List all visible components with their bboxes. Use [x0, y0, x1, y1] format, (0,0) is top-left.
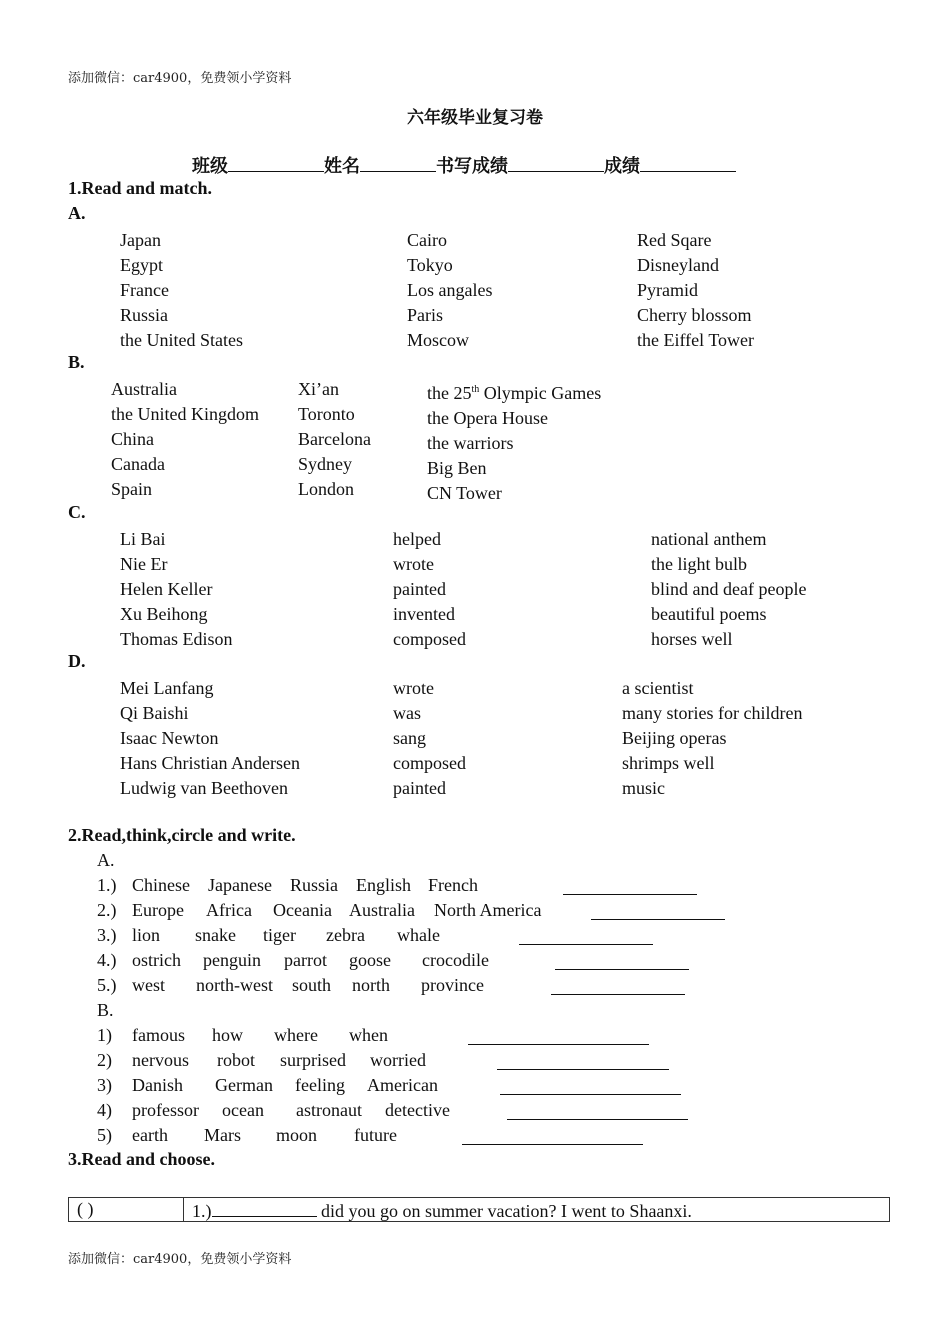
score-blank[interactable]: [640, 153, 736, 172]
section2-a-num-1: 1.): [97, 875, 117, 895]
section2-b-num-2: 2): [97, 1050, 112, 1070]
section1-a-countries: [120, 228, 243, 353]
list-item: Tokyo: [407, 255, 453, 275]
section1-d-people: [120, 676, 300, 801]
list-item: Beijing operas: [622, 728, 727, 748]
word-option[interactable]: earth: [132, 1125, 168, 1145]
word-option[interactable]: lion: [132, 925, 161, 945]
word-option[interactable]: robot: [217, 1050, 255, 1070]
section2-heading: 2.Read,think,circle and write.: [68, 825, 296, 845]
list-item: helped: [393, 529, 441, 549]
word-option[interactable]: Australia: [349, 900, 415, 920]
word-option[interactable]: English: [356, 875, 412, 895]
list-item: many stories for children: [622, 703, 803, 723]
answer-blank[interactable]: [519, 926, 653, 945]
list-item: the warriors: [427, 433, 514, 453]
section1-a-cities: [407, 228, 492, 353]
answer-blank[interactable]: [555, 951, 689, 970]
list-item: Qi Baishi: [120, 703, 189, 723]
section1-c-people: [120, 527, 233, 652]
word-option[interactable]: feeling: [295, 1075, 345, 1095]
name-blank[interactable]: [360, 153, 436, 172]
word-option[interactable]: parrot: [284, 950, 327, 970]
header-note: 添加微信：car4900，免费领小学资料: [68, 71, 292, 86]
word-option[interactable]: surprised: [280, 1050, 346, 1070]
list-item: Canada: [111, 454, 165, 474]
list-item: Xi’an: [298, 379, 339, 399]
list-item: composed: [393, 753, 466, 773]
list-item: Nie Er: [120, 554, 168, 574]
list-item: was: [393, 703, 421, 723]
word-option[interactable]: Africa: [206, 900, 252, 920]
word-option[interactable]: German: [215, 1075, 273, 1095]
section3-heading: 3.Read and choose.: [68, 1149, 216, 1169]
word-option[interactable]: Danish: [132, 1075, 183, 1095]
list-item: France: [120, 280, 169, 300]
footer-note: 添加微信：car4900，免费领小学资料: [68, 1252, 292, 1267]
list-item: London: [298, 479, 354, 499]
word-option[interactable]: north: [352, 975, 390, 995]
question-body: did you go on summer vacation? I went to Shaanxi.: [316, 1201, 692, 1221]
word-option[interactable]: snake: [195, 925, 236, 945]
list-item: the 25th Olympic Games: [427, 383, 602, 403]
word-option[interactable]: nervous: [132, 1050, 189, 1070]
answer-blank[interactable]: [468, 1026, 649, 1045]
word-option[interactable]: ocean: [222, 1100, 264, 1120]
word-option[interactable]: Europe: [132, 900, 184, 920]
section2-b-num-3: 3): [97, 1075, 112, 1095]
section2-a-label: A.: [97, 850, 115, 870]
word-option[interactable]: south: [292, 975, 332, 995]
list-item: shrimps well: [622, 753, 715, 773]
list-item: beautiful poems: [651, 604, 767, 624]
list-item: CN Tower: [427, 483, 502, 503]
word-option[interactable]: famous: [132, 1025, 185, 1045]
word-option[interactable]: where: [274, 1025, 318, 1045]
ordinal-suffix: th: [471, 384, 480, 395]
list-item: the United States: [120, 330, 243, 350]
list-item: Isaac Newton: [120, 728, 219, 748]
answer-blank[interactable]: [591, 901, 725, 920]
section1-a-label: A.: [68, 203, 86, 223]
answer-blank[interactable]: [497, 1051, 669, 1070]
section2-b-num-4: 4): [97, 1100, 112, 1120]
list-item: Los angales: [407, 280, 493, 300]
word-option[interactable]: Chinese: [132, 875, 190, 895]
word-option[interactable]: Mars: [204, 1125, 241, 1145]
list-item: horses well: [651, 629, 733, 649]
list-item: Hans Christian Andersen: [120, 753, 300, 773]
section2-a-num-5: 5.): [97, 975, 117, 995]
answer-blank[interactable]: [212, 1199, 317, 1217]
section2-b-label: B.: [97, 1000, 114, 1020]
section2-a-num-2: 2.): [97, 900, 117, 920]
list-item: wrote: [393, 678, 434, 698]
word-option[interactable]: professor: [132, 1100, 199, 1120]
section1-c-verbs: [393, 527, 466, 652]
page-title: 六年级毕业复习卷: [407, 108, 543, 128]
question-row: [68, 1197, 890, 1222]
section2-b-num-5: 5): [97, 1125, 112, 1145]
section1-a-landmarks: [637, 228, 754, 353]
list-item: blind and deaf people: [651, 579, 807, 599]
section1-b-landmarks: [427, 377, 601, 506]
score-label: 成绩: [604, 156, 640, 177]
list-item: the Opera House: [427, 408, 548, 428]
question-number: 1.): [192, 1201, 212, 1221]
word-option[interactable]: penguin: [203, 950, 261, 970]
word-option[interactable]: tiger: [263, 925, 296, 945]
list-item: Disneyland: [637, 255, 719, 275]
section1-d-label: D.: [68, 651, 86, 671]
section1-b-cities: [298, 377, 371, 502]
section1-c-label: C.: [68, 502, 86, 522]
word-option[interactable]: Russia: [290, 875, 339, 895]
list-item: Paris: [407, 305, 443, 325]
word-option[interactable]: Japanese: [208, 875, 272, 895]
answer-parentheses: ( ): [77, 1199, 94, 1219]
list-item: Ludwig van Beethoven: [120, 778, 288, 798]
section2-a-num-4: 4.): [97, 950, 117, 970]
word-option[interactable]: American: [367, 1075, 438, 1095]
list-item: the Eiffel Tower: [637, 330, 755, 350]
word-option[interactable]: goose: [349, 950, 391, 970]
class-label: 班级: [192, 156, 228, 177]
section1-d-verbs: [393, 676, 466, 801]
list-item: wrote: [393, 554, 434, 574]
list-item: Australia: [111, 379, 177, 399]
class-blank[interactable]: [228, 153, 324, 172]
list-item: Pyramid: [637, 280, 698, 300]
list-item: national anthem: [651, 529, 767, 549]
section2-a-num-3: 3.): [97, 925, 117, 945]
list-item: Cherry blossom: [637, 305, 752, 325]
name-label: 姓名: [324, 156, 360, 177]
student-info-line: [192, 152, 736, 178]
writing-score-blank[interactable]: [508, 153, 604, 172]
word-option[interactable]: how: [212, 1025, 243, 1045]
list-item: Japan: [120, 230, 161, 250]
word-option[interactable]: future: [354, 1125, 397, 1145]
answer-cell[interactable]: [69, 1198, 184, 1221]
word-option[interactable]: west: [132, 975, 165, 995]
word-option[interactable]: French: [428, 875, 478, 895]
section1-b-countries: [111, 377, 259, 502]
list-item: Cairo: [407, 230, 447, 250]
word-option[interactable]: zebra: [326, 925, 365, 945]
word-option[interactable]: astronaut: [296, 1100, 362, 1120]
list-item: Thomas Edison: [120, 629, 233, 649]
word-option[interactable]: province: [421, 975, 484, 995]
writing-score-label: 书写成绩: [436, 156, 508, 177]
list-item: painted: [393, 579, 446, 599]
list-item: China: [111, 429, 154, 449]
word-option[interactable]: moon: [276, 1125, 318, 1145]
list-item: Egypt: [120, 255, 163, 275]
word-option[interactable]: whale: [397, 925, 440, 945]
list-item: Big Ben: [427, 458, 487, 478]
answer-blank[interactable]: [551, 976, 685, 995]
section1-b-label: B.: [68, 352, 85, 372]
list-item: Russia: [120, 305, 169, 325]
section1-heading: 1.Read and match.: [68, 178, 213, 198]
word-option[interactable]: when: [349, 1025, 388, 1045]
word-option[interactable]: ostrich: [132, 950, 181, 970]
section2-b-num-1: 1): [97, 1025, 112, 1045]
list-item: music: [622, 778, 665, 798]
list-item: a scientist: [622, 678, 694, 698]
list-item: the United Kingdom: [111, 404, 259, 424]
word-option[interactable]: North America: [434, 900, 542, 920]
list-item: sang: [393, 728, 426, 748]
list-item: composed: [393, 629, 466, 649]
section1-d-objects: [622, 676, 802, 801]
list-item: Moscow: [407, 330, 469, 350]
list-item: Li Bai: [120, 529, 166, 549]
list-item: Spain: [111, 479, 153, 499]
list-item: painted: [393, 778, 446, 798]
answer-blank[interactable]: [507, 1101, 688, 1120]
list-item: Sydney: [298, 454, 352, 474]
word-option[interactable]: north-west: [196, 975, 273, 995]
list-item: the light bulb: [651, 554, 747, 574]
word-option[interactable]: detective: [385, 1100, 450, 1120]
word-option[interactable]: Oceania: [273, 900, 332, 920]
question-text: [192, 1199, 692, 1222]
list-item: Xu Beihong: [120, 604, 208, 624]
answer-blank[interactable]: [500, 1076, 681, 1095]
word-option[interactable]: crocodile: [422, 950, 489, 970]
word-option[interactable]: worried: [370, 1050, 426, 1070]
list-item: Barcelona: [298, 429, 371, 449]
list-item: Red Sqare: [637, 230, 712, 250]
list-item: Mei Lanfang: [120, 678, 214, 698]
answer-blank[interactable]: [462, 1126, 643, 1145]
list-item: Toronto: [298, 404, 355, 424]
list-item: invented: [393, 604, 455, 624]
section1-c-objects: [651, 527, 806, 652]
answer-blank[interactable]: [563, 876, 697, 895]
list-item: Helen Keller: [120, 579, 213, 599]
